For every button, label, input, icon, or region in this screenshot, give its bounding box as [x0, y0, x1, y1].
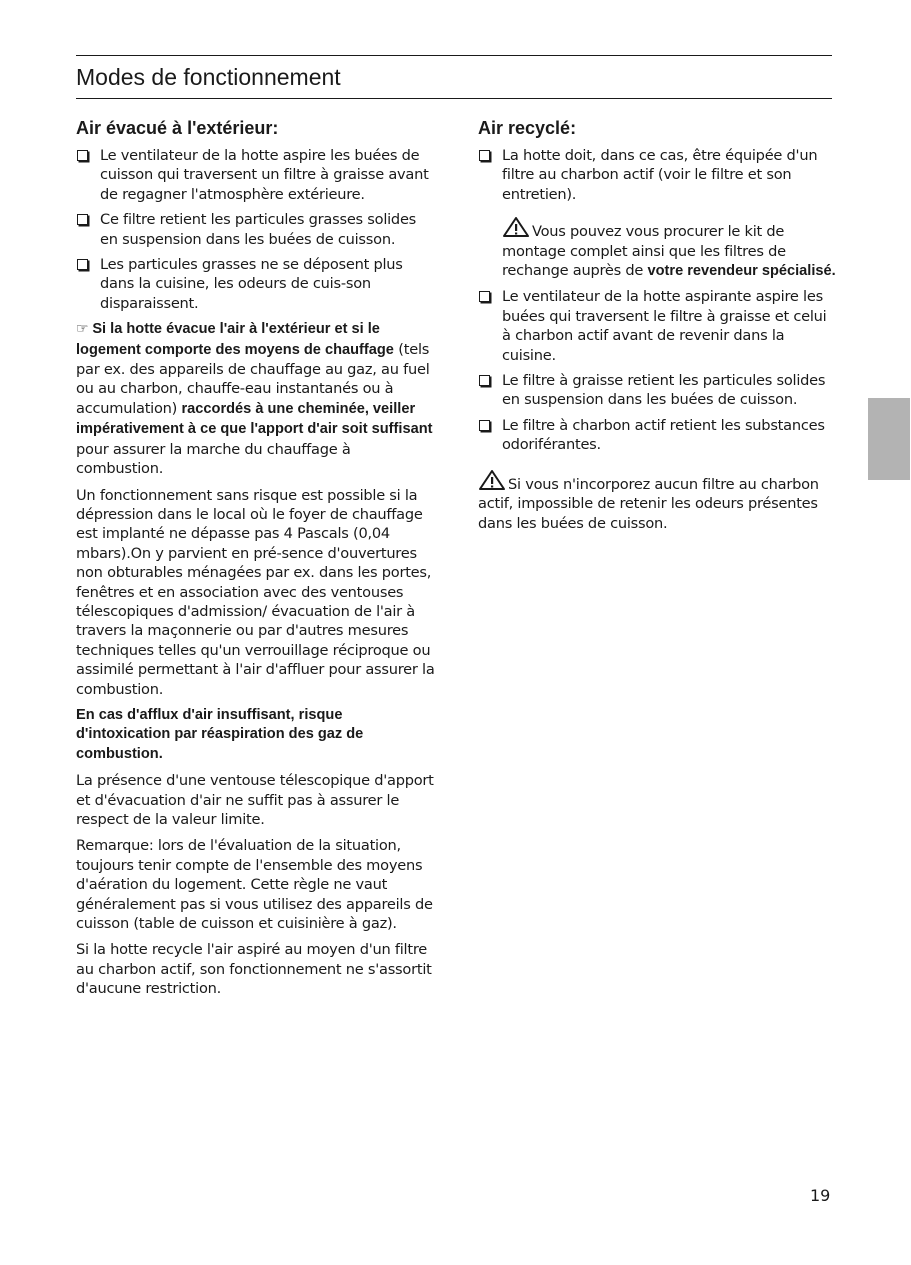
right-column	[478, 116, 838, 540]
list-item: Le filtre à charbon actif retient les substances odoriférantes.	[478, 416, 838, 455]
intoxication-warning: En cas d'afflux d'air insuffisant, risque d'intoxication par réaspiration des gaz de combustion.	[76, 706, 364, 762]
checkbox-icon	[479, 291, 490, 302]
page-number: 19	[810, 1186, 831, 1205]
pressure-paragraph: Un fonctionnement sans risque est possible si la dépression dans le local où le foyer de chauffage est implanté ne dépasse pas 4 Pascals (0,04 mbars).On y parvient en pré-sence d'ouvertures non obturables ménagées par ex. dans les portes, fenêtres et en association avec des ventouses télescopiques d'admission/ évacuation de l'air à travers la maçonnerie ou par d'autres mesures techniques telles qu'un verrouillage réciproque ou assimilé permettant à l'air d'affluer pour assurer la combustion.	[76, 486, 435, 698]
recycle-checklist	[478, 146, 838, 204]
page-title: Modes de fonctionnement	[76, 64, 341, 90]
checkbox-icon	[479, 150, 490, 161]
exhaust-checklist	[76, 146, 436, 313]
list-item: Le filtre à graisse retient les particules solides en suspension dans les buées de cuisson.	[478, 371, 838, 410]
list-item: Le ventilateur de la hotte aspire les buées de cuisson qui traversent un filtre à graisse avant de regagner l'atmosphère extérieure.	[76, 146, 436, 204]
warning-icon	[502, 216, 530, 238]
pointing-hand-icon: ☞	[76, 321, 89, 338]
page-title-bar	[76, 55, 832, 99]
charcoal-warning: Si vous n'incorporez aucun filtre au charbon actif, impossible de retenir les odeurs présentes dans les buées de cuisson.	[478, 469, 838, 533]
checkbox-icon	[77, 214, 88, 225]
warning-icon	[478, 469, 506, 491]
ventouse-paragraph: La présence d'une ventouse télescopique d'apport et d'évacuation d'air ne suffit pas à assurer le respect de la valeur limite.	[76, 772, 434, 828]
checkbox-icon	[479, 375, 490, 386]
side-thumb-tab	[868, 398, 910, 480]
list-item: Le ventilateur de la hotte aspirante aspire les buées qui traversent le filtre à graisse et celui à charbon actif avant de revenir dans la cuisine.	[478, 287, 838, 365]
checkbox-icon	[479, 420, 490, 431]
remark-paragraph: Remarque: lors de l'évaluation de la situation, toujours tenir compte de l'ensemble des moyens d'aération du logement. Cette règle ne vaut généralement pas si vous utilisez des appareils de cuisson (table de cuisson et cuisinière à gaz).	[76, 837, 433, 933]
checkbox-icon	[77, 259, 88, 270]
recycle-checklist-2	[478, 287, 838, 454]
section-heading-recycle: Air recyclé:	[478, 118, 577, 138]
list-item: La hotte doit, dans ce cas, être équipée d'un filtre au charbon actif (voir le filtre et son entretien).	[478, 146, 838, 204]
left-column	[76, 116, 436, 1006]
section-heading-exhaust: Air évacué à l'extérieur:	[76, 118, 279, 138]
list-item: Ce filtre retient les particules grasses solides en suspension dans les buées de cuisson.	[76, 210, 436, 249]
heating-note: ☞ Si la hotte évacue l'air à l'extérieur et si le logement comporte des moyens de chauffage (tels par ex. des appareils de chauffage au gaz, au fuel ou au charbon, chauffe-eau instantanés ou à accumulation) raccordés à une cheminée, veiller impérativement à ce que l'apport d'air soit suffisant pour assurer la marche du chauffage à combustion.	[76, 321, 433, 478]
kit-note: Vous pouvez vous procurer le kit de montage complet ainsi que les filtres de rechange auprès de votre revendeur spécialisé.	[478, 216, 838, 281]
recycle-paragraph: Si la hotte recycle l'air aspiré au moyen d'un filtre au charbon actif, son fonctionnement ne s'assortit d'aucune restriction.	[76, 941, 432, 998]
list-item: Les particules grasses ne se déposent plus dans la cuisine, les odeurs de cuis-son disparaissent.	[76, 255, 436, 313]
checkbox-icon	[77, 150, 88, 161]
